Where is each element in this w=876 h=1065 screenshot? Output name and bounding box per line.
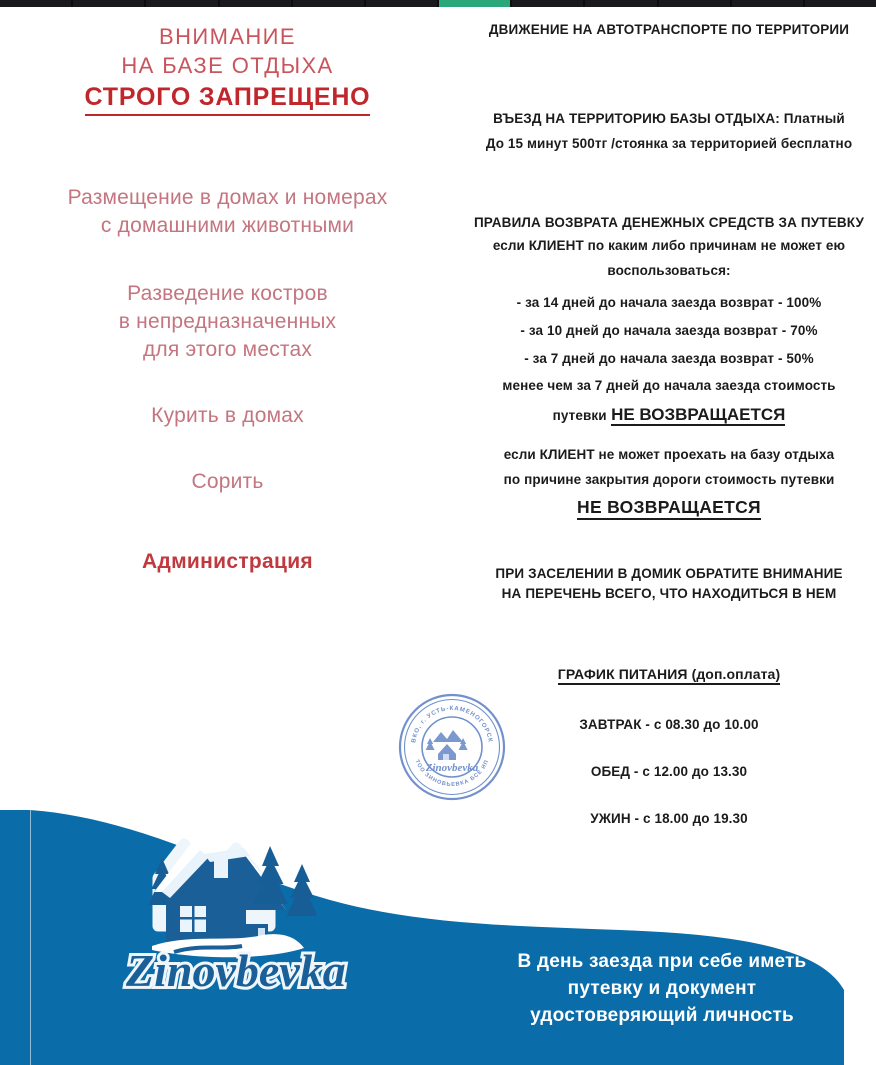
official-round-stamp [397,692,507,802]
meal-breakfast: ЗАВТРАК - с 08.30 до 10.00 [579,717,759,732]
story-segment-9[interactable] [659,0,730,7]
story-segment-3[interactable] [220,0,291,7]
story-segment-11[interactable] [805,0,876,7]
administration-signature: Администрация [142,550,313,573]
refund-rules-block [462,213,876,428]
story-segment-2[interactable] [146,0,217,7]
right-rules-column [462,20,876,826]
refund-condition-line-1: если КЛИЕНТ по каким либо причинам не может ею [492,238,846,253]
no-refund-prefix: путевки [552,408,607,423]
story-segment-5[interactable] [366,0,437,7]
meal-schedule-title: ГРАФИК ПИТАНИЯ (доп.оплата) [558,666,780,685]
svg-text:ТОО ЗИНОВЬЕВКА БСЕ ИП: ТОО ЗИНОВЬЕВКА БСЕ ИП [413,758,491,789]
story-progress-bar[interactable] [0,0,876,7]
refund-rules-title: ПРАВИЛА ВОЗВРАТА ДЕНЕЖНЫХ СРЕДСТВ ЗА ПУТЕВКУ [473,215,865,230]
meal-schedule-block [462,666,876,826]
refund-tier-10-days: - за 10 дней до начала заезда возврат - 70% [520,323,818,338]
rule-item-pets [0,184,455,240]
road-closure-block [462,442,876,520]
rule-line: Размещение в домах и номерах [67,186,388,209]
rule-item-smoking [0,402,455,430]
refund-tier-14-days: - за 14 дней до начала заезда возврат - 100% [516,295,822,310]
logo-wordmark: Zinovbevka [126,945,346,996]
story-segment-10[interactable] [732,0,803,7]
no-refund-emphasis-1: НЕ ВОЗВРАЩАЕТСЯ [611,405,786,424]
meal-dinner: УЖИН - с 18.00 до 19.30 [590,811,748,826]
refund-condition-line-2: воспользоваться: [607,263,731,278]
rule-item-campfires [0,280,455,364]
less-than-7-days-line: менее чем за 7 дней до начала заезда стоимость [502,378,836,393]
rule-line: Сорить [191,470,264,493]
refund-tier-7-days: - за 7 дней до начала заезда возврат - 50% [524,351,814,366]
meal-lunch: ОБЕД - с 12.00 до 13.30 [590,764,748,779]
story-segment-1[interactable] [73,0,144,7]
bring-voucher-line-3: удостоверяющий личность [530,1005,794,1026]
bring-voucher-line-1: В день заезда при себе иметь [517,951,807,972]
story-segment-4[interactable] [293,0,364,7]
checkin-inventory-block [462,564,876,604]
rule-line: для этого местах [142,338,313,361]
attention-line-1: ВНИМАНИЕ [159,24,296,49]
vehicle-traffic-title: ДВИЖЕНИЕ НА АВТОТРАНСПОРТЕ ПО ТЕРРИТОРИИ [488,22,850,37]
rule-line: в непредназначенных [118,310,337,333]
entry-fee-block [462,106,876,156]
attention-line-2: НА БАЗЕ ОТДЫХА [121,53,334,78]
no-refund-emphasis-2: НЕ ВОЗВРАЩАЕТСЯ [577,497,761,520]
zinovbevka-logo [118,818,378,998]
left-prohibitions-column [0,22,455,574]
no-refund-inline-row [462,403,876,428]
checkin-line-1: ПРИ ЗАСЕЛЕНИИ В ДОМИК ОБРАТИТЕ ВНИМАНИЕ [495,566,843,581]
svg-text:ВКО, г. УСТЬ-КАМЕНОГОРСК: ВКО, г. УСТЬ-КАМЕНОГОРСК [410,704,494,744]
road-closure-line-2: по причине закрытия дороги стоимость путевки [503,472,835,487]
svg-text:Zinovbevka: Zinovbevka [425,762,479,774]
story-segment-7[interactable] [512,0,583,7]
entry-fee-line-1: ВЪЕЗД НА ТЕРРИТОРИЮ БАЗЫ ОТДЫХА: Платный [493,111,845,126]
story-segment-0[interactable] [0,0,71,7]
rule-item-littering [0,468,455,496]
road-closure-line-1: если КЛИЕНТ не может проехать на базу отдыха [503,447,835,462]
rule-line: Разведение костров [127,282,328,305]
refund-tiers-list [462,289,876,373]
rule-line: Курить в домах [151,404,304,427]
entry-fee-line-2: До 15 минут 500тг /стоянка за территорией бесплатно [485,136,853,151]
strictly-forbidden-heading: СТРОГО ЗАПРЕЩЕНО [85,81,371,116]
story-segment-8[interactable] [585,0,656,7]
checkin-line-2: НА ПЕРЕЧЕНЬ ВСЕГО, ЧТО НАХОДИТЬСЯ В НЕМ [501,586,837,601]
attention-heading [0,22,455,80]
story-segment-6[interactable] [439,0,510,7]
rule-line: с домашними животными [100,214,355,237]
bring-voucher-line-2: путевку и документ [567,978,757,999]
bring-voucher-note [462,948,862,1029]
